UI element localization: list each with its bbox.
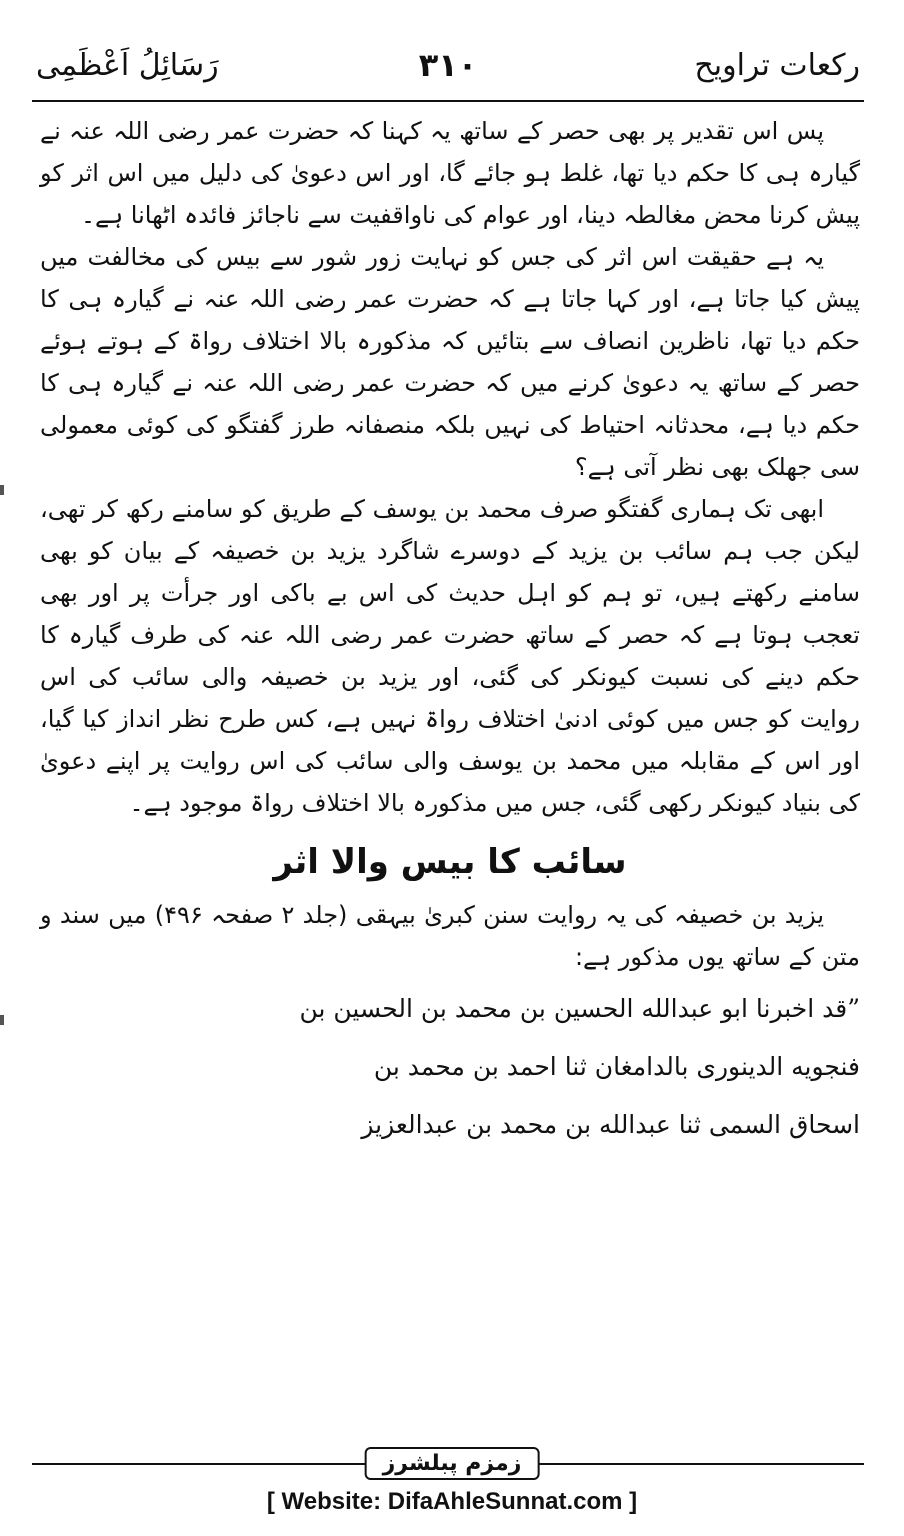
page-body bbox=[40, 110, 860, 1152]
section-heading: سائب کا بیس والا اثر bbox=[273, 842, 627, 882]
scan-edge-mark bbox=[0, 1015, 4, 1025]
paragraph-3: ابھی تک ہماری گفتگو صرف محمد بن یوسف کے طریق کو سامنے رکھ کر تھی، لیکن جب ہم سائب بن یزید کے دوسرے شاگرد یزید بن خصیفہ کے بیان کو بھی سامنے رکھتے ہیں، تو ہم کو اہل حدیث کی اس بے باکی اور جرأت پر اور بھی تعجب ہوتا ہے کہ حصر کے ساتھ حضرت عمر رضی اللہ عنہ کی طرف گیارہ کا حکم دینے کی نسبت کیونکر کی گئی، اور یزید بن خصیفہ والی سائب کی اس روایت کو جس میں کوئی ادنیٰ اختلاف رواۃ نہیں ہے، کس طرح نظر انداز کیا گیا، اور اس کے مقابلہ میں محمد بن یوسف والی سائب کی اس روایت پر اپنے دعویٰ کی بنیاد کیونکر رکھی گئی، جس میں مذکورہ بالا اختلاف رواۃ موجود ہے۔ bbox=[40, 495, 860, 817]
book-title: رَسَائِلُ اَعْظَمِی bbox=[36, 48, 219, 83]
paragraph-2: یہ ہے حقیقت اس اثر کی جس کو نہایت زور شور سے بیس کی مخالفت میں پیش کیا جاتا ہے، اور کہا جاتا ہے کہ حضرت عمر رضی اللہ عنہ نے گیارہ ہی کا حکم دیا تھا، ناظرین انصاف سے بتائیں کہ مذکورہ بالا اختلاف رواۃ کے ہوتے ہوئے حصر کے ساتھ یہ دعویٰ کرنے میں کہ حضرت عمر رضی اللہ عنہ نے گیارہ ہی کا حکم دیا ہے، محدثانہ احتیاط کی نہیں بلکہ منصفانہ طرز گفتگو کی کوئی معمولی سی جھلک بھی نظر آتی ہے؟ bbox=[40, 243, 860, 481]
website-footer: [ Website: DifaAhleSunnat.com ] bbox=[266, 1488, 638, 1515]
page-header bbox=[32, 40, 864, 102]
chapter-title: رکعات تراویح bbox=[694, 48, 860, 83]
page-number: ۳۱۰ bbox=[418, 46, 478, 84]
arabic-quote-line-2: فنجويه الدينوری بالدامغان ثنا احمد بن محمد بن bbox=[373, 1052, 860, 1081]
scan-edge-mark bbox=[0, 485, 4, 495]
arabic-quote-line-1: ”قد اخبرنا ابو عبدالله الحسين بن محمد بن الحسين بن bbox=[299, 994, 860, 1023]
paragraph-1: پس اس تقدیر پر بھی حصر کے ساتھ یہ کہنا کہ حضرت عمر رضی اللہ عنہ نے گیارہ ہی کا حکم دیا تھا، غلط ہو جائے گا، اور اس دعویٰ کی دلیل میں اس اثر کو پیش کرنا محض مغالطہ دینا، اور عوام کی ناواقفیت سے ناجائز فائدہ اٹھانا ہے۔ bbox=[40, 117, 860, 229]
arabic-quote-line-3: اسحاق السمی ثنا عبدالله بن محمد بن عبدالعزيز bbox=[361, 1110, 860, 1139]
section-intro: یزید بن خصیفہ کی یہ روایت سنن کبریٰ بیہقی (جلد ۲ صفحہ ۴۹۶) میں سند و متن کے ساتھ یوں مذکور ہے: bbox=[40, 901, 860, 971]
publisher-logo: زمزم پبلشرز bbox=[365, 1447, 540, 1480]
